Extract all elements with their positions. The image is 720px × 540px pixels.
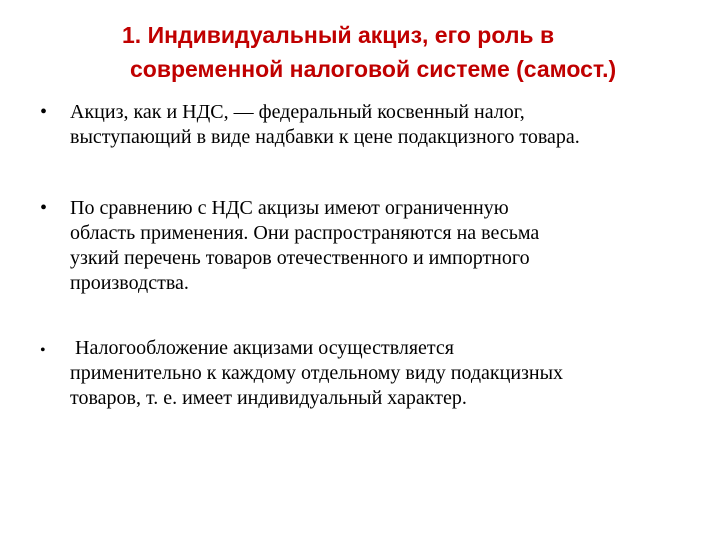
bullet-marker: •: [40, 101, 48, 123]
bullet-text-line: производства.: [70, 272, 189, 294]
bullet-text-line: выступающий в виде надбавки к цене подакцизного товара.: [70, 126, 580, 148]
bullet-marker: •: [40, 342, 46, 359]
slide-title-line-2: современной налоговой системе (самост.): [130, 56, 617, 82]
bullet-text-line: товаров, т. е. имеет индивидуальный характер.: [70, 387, 467, 409]
slide-title-line-1: 1. Индивидуальный акциз, его роль в: [122, 22, 555, 48]
slide-title: [112, 18, 672, 86]
bullet-text: [70, 196, 700, 296]
bullet-text-line: По сравнению с НДС акцизы имеют ограниченную: [70, 197, 509, 219]
bullet-text-line: применительно к каждому отдельному виду подакцизных: [70, 362, 564, 384]
bullet-text: [70, 336, 700, 411]
bullet-text: [70, 100, 700, 150]
bullet-text-line: Налогообложение акцизами осуществляется: [70, 337, 454, 359]
bullet-text-line: область применения. Они распространяются на весьма: [70, 222, 540, 244]
bullet-text-line: Акциз, как и НДС, — федеральный косвенный налог,: [70, 101, 525, 123]
bullet-marker: •: [40, 197, 48, 219]
bullet-text-line: узкий перечень товаров отечественного и импортного: [70, 247, 530, 269]
